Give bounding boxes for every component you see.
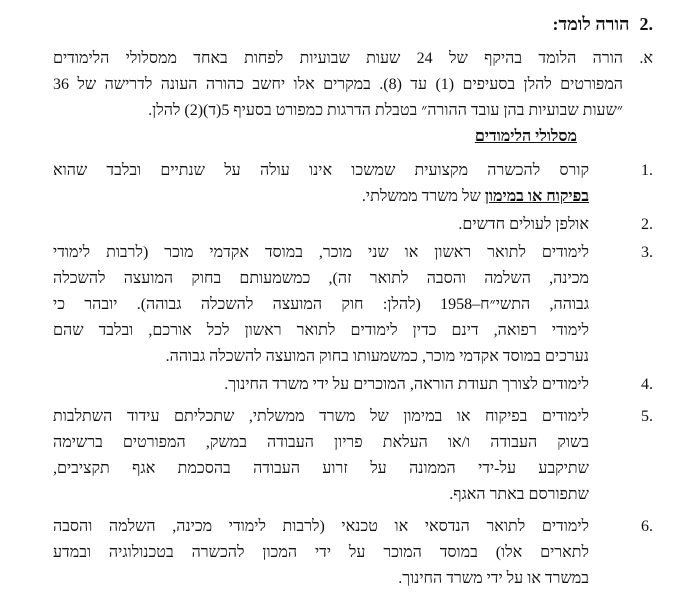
item-number: .1 (641, 162, 653, 179)
item-number: .6 (641, 518, 653, 535)
item-number: .2 (641, 216, 653, 233)
section-number: .2 (639, 14, 653, 34)
paragraph-line: הורה הלומד בהיקף של 24 שעות שבועיות לפחות באחד ממסלולי הלימודים (53, 50, 624, 67)
item-number: .3 (641, 244, 653, 261)
paragraph-line: המפורטים להלן בסעיפים (1) עד (8). במקרים אלו יחשב כהורה העונה לדרישה של 36 (53, 76, 624, 93)
list-item (53, 404, 653, 508)
item-line: לתארים אלו) במוסד המוכר על ידי המכון להכשרה בטכנולוגיה ובמדע (53, 544, 589, 561)
item-line: לימודים בפיקוח או במימון של משרד ממשלתי, שתכליתם עידוד השתלבות (53, 408, 589, 425)
item-number: .5 (641, 408, 653, 425)
item-number: .4 (641, 376, 653, 393)
item-line: נערכים במוסד אקדמי מוכר, כמשמעותו בחוק המועצה להשכלה גבוהה. (165, 348, 589, 365)
list-item (53, 514, 653, 592)
emphasis-text: בפיקוח או במימון (484, 188, 589, 205)
item-line: בשוק העבודה ו/או העלאת פריון העבודה במשק, המפורטים ברשימה (53, 434, 589, 451)
item-line: מכינה, השלמה והסבה לתואר זה), כמשמעותם בחוק המועצה להשכלה (53, 270, 589, 287)
list-item (53, 372, 653, 398)
paragraph-a (53, 46, 653, 124)
item-line: במשרד או על ידי משרד החינוך. (398, 570, 589, 587)
paragraph-line: ״שעות שבועיות בהן עובד ההורה״ בטבלת הדרגות כמפורט בסעיף 5(ד)(2) להלן. (148, 102, 623, 119)
item-line-with-emphasis (53, 184, 589, 210)
item-line: לימודים לתואר הנדסאי או טכנאי (לרבות לימודי מכינה, השלמה והסבה (53, 518, 589, 535)
item-line: גבוהה, התשי״ח–1958 (להלן: חוק המועצה להשכלה גבוהה). יובהר כי (53, 296, 589, 313)
paragraph-marker: א. (639, 50, 653, 67)
item-line: אולפן לעולים חדשים. (458, 216, 589, 233)
item-line-rest: של משרד ממשלתי. (361, 188, 481, 205)
item-line: לימודי רפואה, דינם כדין לימודים לתואר ראשון לכל אורכם, ובלבד שהם (53, 322, 589, 339)
tracks-heading: מסלולי הלימודים (474, 128, 577, 145)
item-line: שתיקבע על-ידי הממונה על זרוע העבודה בהסכמת אגף תקציבים, (53, 460, 589, 477)
item-line: קורס להכשרה מקצועית שמשכו אינו עולה על שנתיים ובלבד שהוא (53, 162, 589, 179)
list-item (53, 158, 653, 210)
item-line: שתפורסם באתר האגף. (449, 486, 589, 503)
section-title-text: הורה לומד: (552, 14, 630, 34)
section-title (552, 12, 653, 36)
list-item (53, 240, 653, 370)
list-item (53, 212, 653, 238)
item-line: לימודים לצורך תעודת הוראה, המוכרים על ידי משרד החינוך. (224, 376, 589, 393)
item-line: לימודים לתואר ראשון או שני מוכר, במוסד אקדמי מוכר (לרבות לימודי (53, 244, 589, 261)
